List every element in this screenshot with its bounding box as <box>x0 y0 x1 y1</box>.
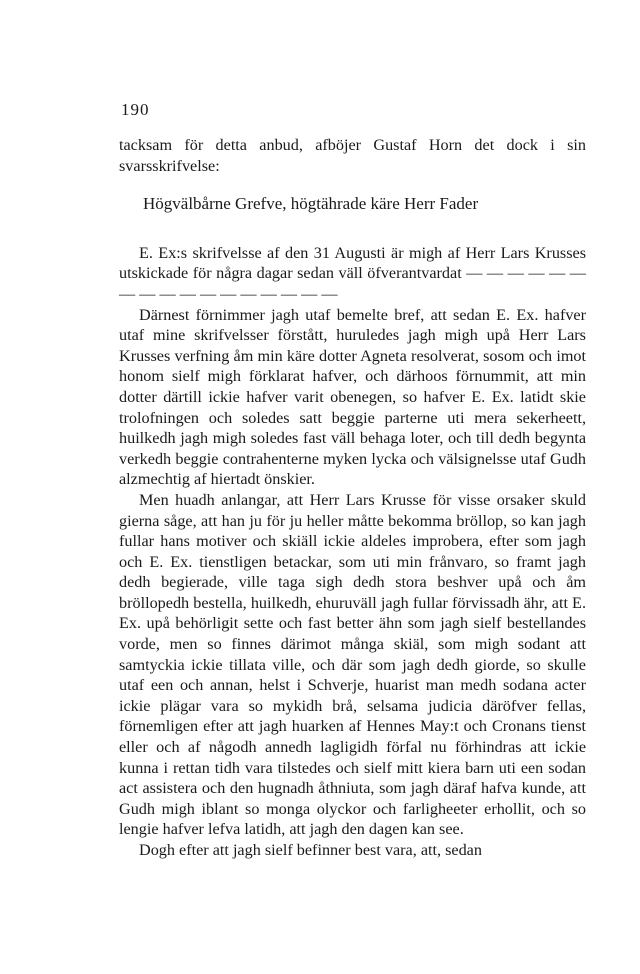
document-body <box>119 135 586 861</box>
letter-paragraph: Dogh efter att jagh sielf befinner best vara, att, sedan <box>139 841 482 859</box>
letter-paragraph: Men huadh anlangar, att Herr Lars Krusse för visse orsaker skuld gierna såge, att han ju för ju heller måtte bekomma bröllop, so kan jagh fullar hans motiver och skiäll ickie aldeles improbera, efter som jagh och E. Ex. tienstligen betackar, som uti min frånvaro, so framt jagh dedh begierade, ville taga sigh dedh stora beshver upå och åm bröllopedh bestella, huilkedh, ehuruväll jagh fullar förvissadh ähr, att E. Ex. upå behörligit sette och fast better ähn som jagh sielf bestellandes vorde, men so finnes därimot många skiäl, som migh sodant att samtyckia ickie tillata ville, och där som jagh dedh giorde, so skulle utaf een och annan, helst i Schverje, huarist man medh sodana acter ickie plägar vara so mykidh brå, selsama judicia däröfver fellas, förnemligen efter att jagh huarken af Hennes May:t och Cronans tienst eller och af någodh annedh lagligidh förfal nu förhindras att ickie kunna i rettan tidh vara tilstedes och sielf mitt kiera barn uti een sodan act assistera och den hugnadh åthniuta, som jagh däraf hafva kunde, att Gudh migh iblant so monga olyckor och farligheeter erhollit, och so lengie hafver lefva latidh, att jagh den dagen kan see. <box>119 490 586 839</box>
intro-paragraph: tacksam för detta anbud, afböjer Gustaf Horn det dock i sin svarsskrifvelse: <box>119 136 586 175</box>
salutation: Högvälbårne Grefve, högtährade käre Herr Fader <box>143 194 479 214</box>
page-number: 190 <box>121 100 150 119</box>
letter-paragraph: E. Ex:s skrifvelsse af den 31 Augusti är migh af Herr Lars Krusses utskickade för några dagar sedan väll öfverantvardat — — — — — — — — — — — — — — — — — <box>119 243 586 303</box>
letter-paragraph: Därnest förnimmer jagh utaf bemelte bref, att sedan E. Ex. hafver utaf mine skrifvelsser förstått, huruledes jagh migh upå Herr Lars Krusses verfning åm min käre dotter Agneta resolverat, sosom och imot honom sielf migh förklarat hafver, och därhoos förnummit, att min dotter därtill ickie hafver varit obenegen, so hafver E. Ex. latidt skie trolofningen och soledes satt beggie parterne uti mera sekerheett, huilkedh jagh migh soledes fast väll behaga loter, och till dedh begynta verkedh beggie contrahenterne myken lycka och välsignelsse utaf Gudh alzmechtig af hiertadt önskier. <box>119 305 586 489</box>
